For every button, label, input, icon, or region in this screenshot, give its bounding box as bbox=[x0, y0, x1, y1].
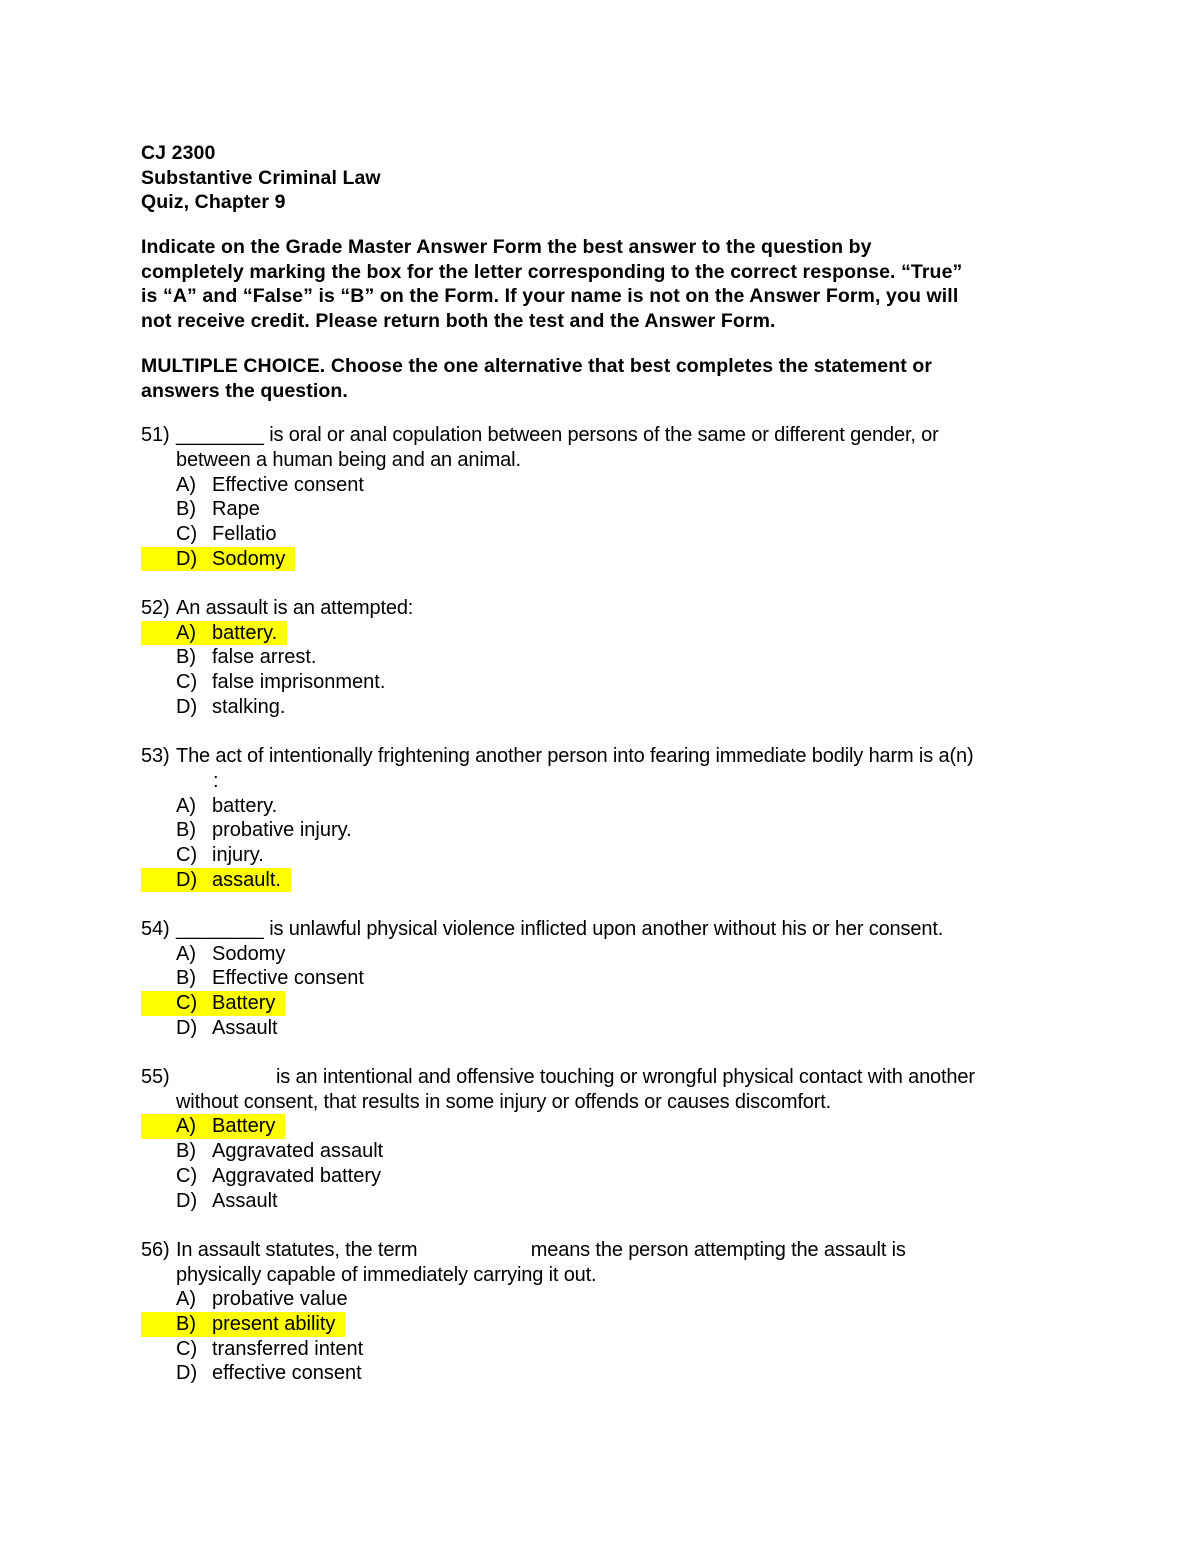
option-text: Assault bbox=[212, 1189, 278, 1212]
option-letter: A) bbox=[176, 1115, 196, 1138]
option-text: Effective consent bbox=[212, 473, 364, 496]
answer-option bbox=[141, 522, 1061, 547]
question-line: is an intentional and offensive touching or wrongful physical contact with another bbox=[276, 1066, 975, 1089]
option-letter: D) bbox=[176, 547, 198, 570]
option-text: probative injury. bbox=[212, 819, 352, 842]
question-text bbox=[141, 1238, 1061, 1263]
question-text bbox=[141, 1065, 1061, 1090]
question-52 bbox=[141, 596, 1061, 719]
option-text: battery. bbox=[212, 621, 278, 644]
option-text: Battery bbox=[212, 1115, 276, 1138]
quiz-document bbox=[141, 141, 1061, 1411]
option-text: Sodomy bbox=[212, 547, 286, 570]
option-text: present ability bbox=[212, 1312, 336, 1335]
instruction-line: Indicate on the Grade Master Answer Form the best answer to the question by bbox=[141, 236, 872, 259]
option-text: stalking. bbox=[212, 695, 286, 718]
option-text: Aggravated assault bbox=[212, 1140, 384, 1163]
answer-option bbox=[141, 942, 1061, 967]
document-header bbox=[141, 141, 1061, 215]
question-line: ________ is unlawful physical violence inflicted upon another without his or her consent. bbox=[176, 917, 944, 940]
answer-option bbox=[141, 794, 1061, 819]
question-text bbox=[141, 423, 1061, 448]
option-text: false arrest. bbox=[212, 646, 317, 669]
option-letter: D) bbox=[176, 1189, 198, 1212]
option-text: Aggravated battery bbox=[212, 1164, 381, 1187]
option-text: Sodomy bbox=[212, 942, 286, 965]
course-code: CJ 2300 bbox=[141, 142, 216, 164]
question-number: 55) bbox=[141, 1066, 170, 1089]
option-text: battery. bbox=[212, 794, 278, 817]
option-text: transferred intent bbox=[212, 1337, 364, 1360]
instruction-line: is “A” and “False” is “B” on the Form. If your name is not on the Answer Form, you will bbox=[141, 285, 959, 308]
option-letter: B) bbox=[176, 819, 196, 842]
answer-option bbox=[141, 473, 1061, 498]
section-line: answers the question. bbox=[141, 379, 348, 402]
option-letter: D) bbox=[176, 1362, 198, 1385]
option-letter: C) bbox=[176, 1164, 198, 1187]
question-text bbox=[141, 596, 1061, 621]
answer-option bbox=[141, 497, 1061, 522]
question-number: 51) bbox=[141, 424, 170, 447]
question-line: ________ is oral or anal copulation between persons of the same or different gender, or bbox=[176, 424, 939, 447]
answer-option-highlighted bbox=[141, 1114, 1061, 1139]
option-letter: C) bbox=[176, 843, 198, 866]
option-text: Fellatio bbox=[212, 522, 277, 545]
instruction-line: completely marking the box for the letter corresponding to the correct response. “True” bbox=[141, 260, 963, 283]
option-letter: B) bbox=[176, 646, 196, 669]
question-number: 56) bbox=[141, 1238, 170, 1261]
question-line: : bbox=[213, 769, 219, 792]
question-line: between a human being and an animal. bbox=[176, 448, 521, 471]
option-text: false imprisonment. bbox=[212, 671, 386, 694]
option-letter: C) bbox=[176, 1337, 198, 1360]
option-text: assault. bbox=[212, 868, 281, 891]
answer-option bbox=[141, 645, 1061, 670]
question-54 bbox=[141, 917, 1061, 1040]
option-letter: C) bbox=[176, 522, 198, 545]
answer-option bbox=[141, 818, 1061, 843]
section-line: MULTIPLE CHOICE. Choose the one alternative that best completes the statement or bbox=[141, 354, 933, 377]
question-line: An assault is an attempted: bbox=[176, 597, 414, 619]
question-line: physically capable of immediately carrying it out. bbox=[176, 1263, 597, 1286]
answer-option bbox=[141, 1287, 1061, 1312]
answer-option bbox=[141, 1139, 1061, 1164]
quiz-title: Quiz, Chapter 9 bbox=[141, 191, 286, 214]
instructions bbox=[141, 235, 1061, 334]
option-letter: B) bbox=[176, 1140, 196, 1163]
question-line: The act of intentionally frightening another person into fearing immediate bodily harm is a(n) bbox=[176, 745, 974, 768]
question-number: 54) bbox=[141, 917, 170, 940]
answer-option bbox=[141, 1337, 1061, 1362]
question-text bbox=[141, 917, 1061, 942]
option-letter: D) bbox=[176, 695, 198, 718]
question-51 bbox=[141, 423, 1061, 571]
question-number: 53) bbox=[141, 745, 170, 768]
option-letter: B) bbox=[176, 1312, 196, 1335]
answer-option-highlighted bbox=[141, 621, 1061, 646]
option-letter: A) bbox=[176, 942, 196, 965]
option-letter: A) bbox=[176, 1288, 196, 1311]
answer-option bbox=[141, 843, 1061, 868]
question-55 bbox=[141, 1065, 1061, 1213]
question-line: In assault statutes, the term bbox=[176, 1238, 418, 1261]
option-letter: D) bbox=[176, 1016, 198, 1039]
option-text: Battery bbox=[212, 992, 276, 1014]
option-text: effective consent bbox=[212, 1362, 362, 1385]
question-number: 52) bbox=[141, 597, 170, 619]
answer-option bbox=[141, 1016, 1061, 1041]
instruction-line: not receive credit. Please return both the test and the Answer Form. bbox=[141, 310, 776, 333]
course-subject: Substantive Criminal Law bbox=[141, 166, 381, 189]
option-letter: B) bbox=[176, 967, 196, 990]
answer-option-highlighted bbox=[141, 547, 1061, 572]
option-text: probative value bbox=[212, 1288, 348, 1311]
option-letter: B) bbox=[176, 498, 196, 521]
answer-option bbox=[141, 1189, 1061, 1214]
answer-option bbox=[141, 1164, 1061, 1189]
option-letter: D) bbox=[176, 868, 198, 891]
option-letter: C) bbox=[176, 992, 198, 1014]
question-53 bbox=[141, 744, 1061, 892]
option-text: Assault bbox=[212, 1016, 278, 1039]
answer-option-highlighted bbox=[141, 1312, 1061, 1337]
option-letter: C) bbox=[176, 671, 198, 694]
option-text: Effective consent bbox=[212, 967, 364, 990]
question-list bbox=[141, 423, 1061, 1386]
option-letter: A) bbox=[176, 621, 196, 644]
section-heading bbox=[141, 354, 1061, 403]
option-letter: A) bbox=[176, 473, 196, 496]
question-line: means the person attempting the assault is bbox=[530, 1238, 906, 1261]
answer-option bbox=[141, 670, 1061, 695]
option-text: Rape bbox=[212, 498, 260, 521]
answer-option-highlighted bbox=[141, 868, 1061, 893]
question-56 bbox=[141, 1238, 1061, 1386]
question-text bbox=[141, 744, 1061, 769]
answer-option-highlighted bbox=[141, 991, 1061, 1016]
answer-option bbox=[141, 966, 1061, 991]
answer-option bbox=[141, 695, 1061, 720]
option-text: injury. bbox=[212, 843, 264, 866]
option-letter: A) bbox=[176, 794, 196, 817]
question-line: without consent, that results in some injury or offends or causes discomfort. bbox=[176, 1090, 832, 1113]
answer-option bbox=[141, 1361, 1061, 1386]
